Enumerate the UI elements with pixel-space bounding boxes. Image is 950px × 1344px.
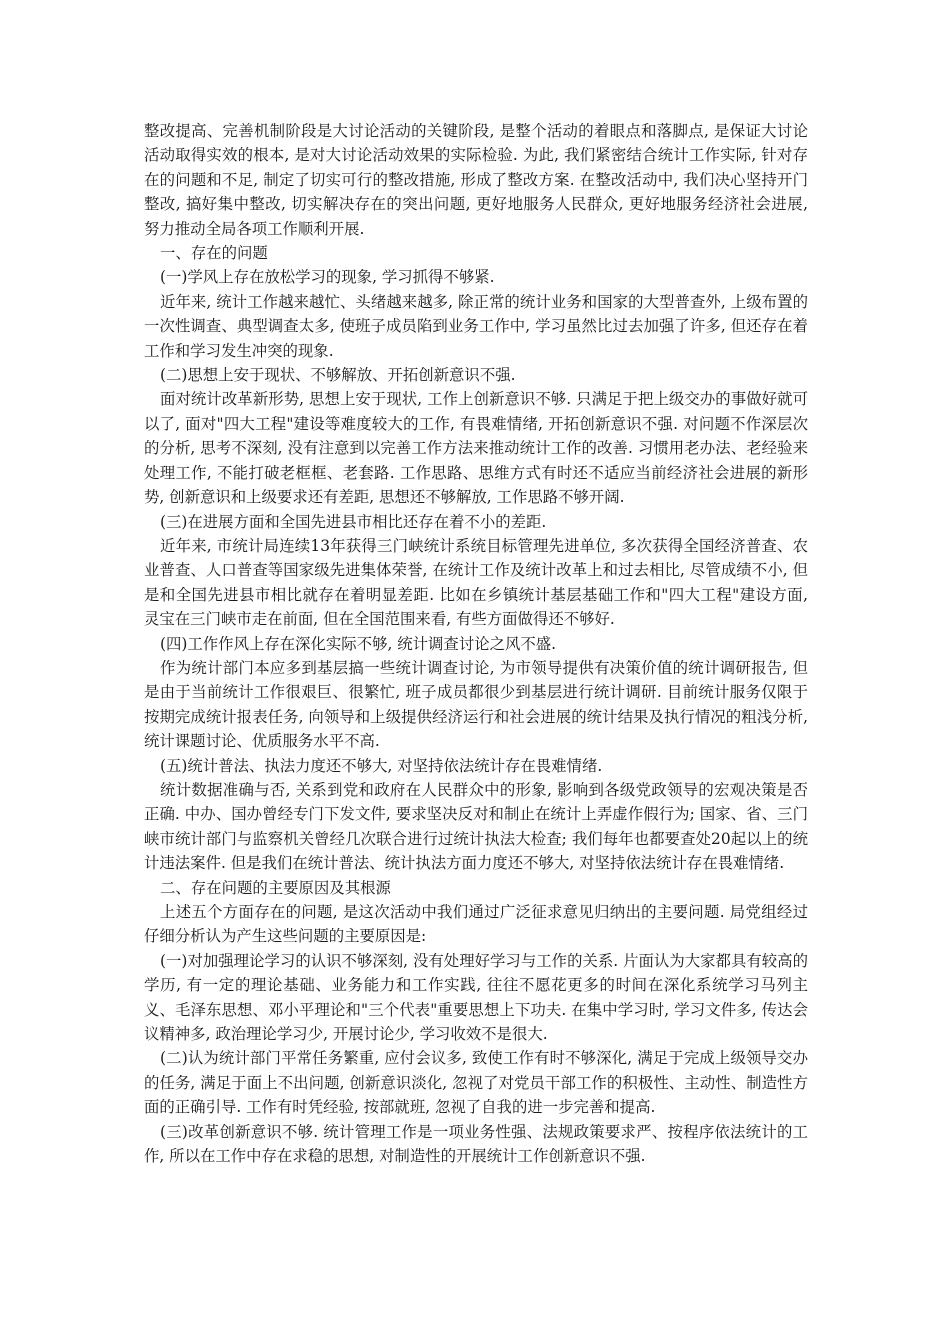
subheading-1-4: (四)工作作风上存在深化实际不够, 统计调查讨论之风不盛. — [160, 634, 557, 653]
subheading-1-3: (三)在进展方面和全国先进县市相比还存在着不小的差距. — [160, 512, 547, 531]
section-heading-1: 一、存在的问题 — [160, 244, 268, 263]
subheading-1-5: (五)统计普法、执法力度还不够大, 对坚持依法统计存在畏难情绪. — [160, 756, 603, 775]
subheading-1-1: (一)学风上存在放松学习的现象, 学习抓得不够紧. — [160, 268, 495, 287]
section-heading-2: 二、存在问题的主要原因及其根源 — [160, 878, 391, 897]
paragraph-2-3: (三)改革创新意识不够. 统计管理工作是一项业务性强、法规政策要求严、按程序依法统计的工作, 所以在工作中存在求稳的思想, 对制造性的开展统计工作创新意识不强. — [144, 1122, 808, 1166]
paragraph-1-2: 面对统计改革新形势, 思想上安于现状, 工作上创新意识不够. 只满足于把上级交办的事做好就可以了, 面对"四大工程"建设等难度较大的工作, 有畏难情绪, 开拓创新意识不强. 对问题不作深层次的分析, 思考不深刻, 没有注意到以完善工作方法来推动统计工作的改善. 习惯用老办法、老经验来处理工作, 不能打破老框框、老套路. 工作思路、思维方式有时还不适应当前经济社会进展的新形势, 创新意识和上级要求还有差距, 思想还不够解放, 工作思路不够开阔. — [144, 390, 808, 507]
paragraph-1-5: 统计数据准确与否, 关系到党和政府在人民群众中的形象, 影响到各级党政领导的宏观决策是否正确. 中办、国办曾经专门下发文件, 要求坚决反对和制止在统计上弄虚作假行为; 国家、省、三门峡市统计部门与监察机关曾经几次联合进行过统计执法大检查; 我们每年也都要查处20起以上的统计违法案件. 但是我们在统计普法、统计执法方面力度还不够大, 对坚持依法统计存在畏难情绪. — [144, 780, 808, 873]
paragraph-1-4: 作为统计部门本应多到基层搞一些统计调查讨论, 为市领导提供有决策价值的统计调研报告, 但是由于当前统计工作很艰巨、很繁忙, 班子成员都很少到基层进行统计调研. 目前统计服务仅限于按期完成统计报表任务, 向领导和上级提供经济运行和社会进展的统计结果及执行情况的粗浅分析, 统计课题讨论、优质服务水平不高. — [144, 658, 808, 751]
paragraph-2-2: (二)认为统计部门平常任务繁重, 应付会议多, 致使工作有时不够深化, 满足于完成上级领导交办的任务, 满足于面上不出问题, 创新意识淡化, 忽视了对党员干部工作的积极性、主动性、制造性方面的正确引导. 工作有时凭经验, 按部就班, 忽视了自我的进一步完善和提高. — [144, 1049, 808, 1117]
paragraph-2-1: (一)对加强理论学习的认识不够深刻, 没有处理好学习与工作的关系. 片面认为大家都具有较高的学历, 有一定的理论基础、业务能力和工作实践, 往往不愿花更多的时间在深化系统学习马列主义、毛泽东思想、邓小平理论和"三个代表"重要思想上下功夫. 在集中学习时, 学习文件多, 传达会议精神多, 政治理论学习少, 开展讨论少, 学习收效不是很大. — [144, 951, 808, 1044]
document-body — [144, 119, 808, 1168]
paragraph-1-1: 近年来, 统计工作越来越忙、头绪越来越多, 除正常的统计业务和国家的大型普查外, 上级布置的一次性调查、典型调查太多, 使班子成员陷到业务工作中, 学习虽然比过去加强了许多, 但还存在着工作和学习发生冲突的现象. — [144, 292, 808, 360]
paragraph-2-intro: 上述五个方面存在的问题, 是这次活动中我们通过广泛征求意见归纳出的主要问题. 局党组经过仔细分析认为产生这些问题的主要原因是: — [144, 903, 808, 946]
subheading-1-2: (二)思想上安于现状、不够解放、开拓创新意识不强. — [160, 366, 516, 385]
paragraph-1-3: 近年来, 市统计局连续13年获得三门峡统计系统目标管理先进单位, 多次获得全国经济普查、农业普查、人口普查等国家级先进集体荣誉, 在统计工作及统计改革上和过去相比, 尽管成绩不小, 但是和全国先进县市相比就存在着明显差距. 比如在乡镇统计基层基础工作和"四大工程"建设方面, 灵宝在三门峡市走在前面, 但在全国范围来看, 有些方面做得还不够好. — [144, 536, 808, 629]
paragraph-intro: 整改提高、完善机制阶段是大讨论活动的关键阶段, 是整个活动的着眼点和落脚点, 是保证大讨论活动取得实效的根本, 是对大讨论活动效果的实际检验. 为此, 我们紧密结合统计工作实际, 针对存在的问题和不足, 制定了切实可行的整改措施, 形成了整改方案. 在整改活动中, 我们决心坚持开门整改, 搞好集中整改, 切实解决存在的突出问题, 更好地服务人民群众, 更好地服务经济社会进展, 努力推动全局各项工作顺利开展. — [144, 122, 808, 238]
